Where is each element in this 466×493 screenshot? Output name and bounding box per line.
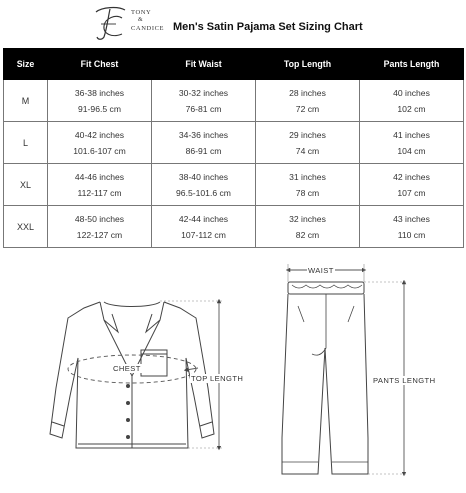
column-header-fit-chest: Fit Chest: [48, 49, 152, 80]
pants-length-cm: 110 cm: [397, 229, 426, 240]
waist-cm: 96.5-101.6 cm: [176, 187, 231, 198]
chest-cm: 112-117 cm: [77, 187, 122, 198]
waist-cell: [152, 122, 256, 164]
chest-inches: 44-46 inches: [74, 171, 125, 182]
top-length-inches: 31 inches: [289, 171, 326, 182]
column-header-fit-waist: Fit Waist: [152, 49, 256, 80]
waist-cell: [152, 206, 256, 248]
table-row: [4, 164, 464, 206]
chest-inches: 48-50 inches: [74, 213, 125, 224]
table-row: [4, 122, 464, 164]
pants-length-cm: 107 cm: [397, 187, 426, 198]
table-row: [4, 80, 464, 122]
size-cell: L: [4, 122, 48, 164]
brand-name-line1: TONY: [131, 9, 152, 16]
waist-inches: 38-40 inches: [178, 171, 229, 182]
top-length-cell: [256, 164, 360, 206]
pants-length-cell: [360, 80, 464, 122]
chest-cell: [48, 80, 152, 122]
chest-cell: [48, 164, 152, 206]
top-length-inches: 32 inches: [289, 213, 326, 224]
monogram-icon: [92, 4, 128, 42]
top-length-cm: 82 cm: [295, 229, 320, 240]
chest-cm: 101.6-107 cm: [73, 145, 126, 156]
pants-length-cell: [360, 164, 464, 206]
shirt-buttons: [126, 384, 130, 439]
pants-length-cm: 102 cm: [397, 103, 426, 114]
waist-inches: 30-32 inches: [178, 87, 229, 98]
top-length-cell: [256, 206, 360, 248]
sizing-table: [3, 48, 464, 248]
waist-label: WAIST: [308, 266, 334, 275]
garment-drawings: [0, 258, 466, 488]
waist-cm: 76-81 cm: [185, 103, 222, 114]
top-length-cm: 72 cm: [295, 103, 320, 114]
pants-length-cell: [360, 122, 464, 164]
page-title: Men's Satin Pajama Set Sizing Chart: [173, 21, 363, 33]
top-length-cell: [256, 122, 360, 164]
chest-cell: [48, 206, 152, 248]
size-cell: XXL: [4, 206, 48, 248]
header: [0, 0, 466, 48]
table-header-row: [4, 49, 464, 80]
measurement-illustration: [0, 258, 466, 488]
top-length-inches: 28 inches: [289, 87, 326, 98]
waist-cell: [152, 80, 256, 122]
chest-cm: 91-96.5 cm: [78, 103, 121, 114]
pants-length-label: PANTS LENGTH: [373, 376, 436, 385]
brand-ampersand: &: [138, 17, 144, 23]
waist-inches: 42-44 inches: [178, 213, 229, 224]
top-length-cell: [256, 80, 360, 122]
waist-cell: [152, 164, 256, 206]
waist-cm: 86-91 cm: [185, 145, 222, 156]
top-length-cm: 74 cm: [295, 145, 320, 156]
chest-inches: 36-38 inches: [74, 87, 125, 98]
chest-cm: 122-127 cm: [76, 229, 123, 240]
top-length-cm: 78 cm: [295, 187, 320, 198]
waist-inches: 34-36 inches: [178, 129, 229, 140]
table-row: [4, 206, 464, 248]
pants-length-inches: 43 inches: [393, 213, 430, 224]
top-length-inches: 29 inches: [289, 129, 326, 140]
brand-name-line3: CANDICE: [131, 25, 165, 32]
chest-inches: 40-42 inches: [74, 129, 125, 140]
pants-length-cell: [360, 206, 464, 248]
chest-label: CHEST: [113, 364, 141, 373]
chest-cell: [48, 122, 152, 164]
top-length-label: TOP LENGTH: [191, 374, 244, 383]
size-cell: M: [4, 80, 48, 122]
pants-length-cm: 104 cm: [397, 145, 426, 156]
brand-logo: [92, 4, 165, 44]
column-header-pants-length: Pants Length: [360, 49, 464, 80]
pants-length-inches: 40 inches: [393, 87, 430, 98]
pants-length-inches: 41 inches: [393, 129, 430, 140]
column-header-size: Size: [4, 49, 48, 80]
pants-length-inches: 42 inches: [393, 171, 430, 182]
size-cell: XL: [4, 164, 48, 206]
waist-cm: 107-112 cm: [181, 229, 226, 240]
column-header-top-length: Top Length: [256, 49, 360, 80]
pants-drawing: [282, 282, 368, 474]
